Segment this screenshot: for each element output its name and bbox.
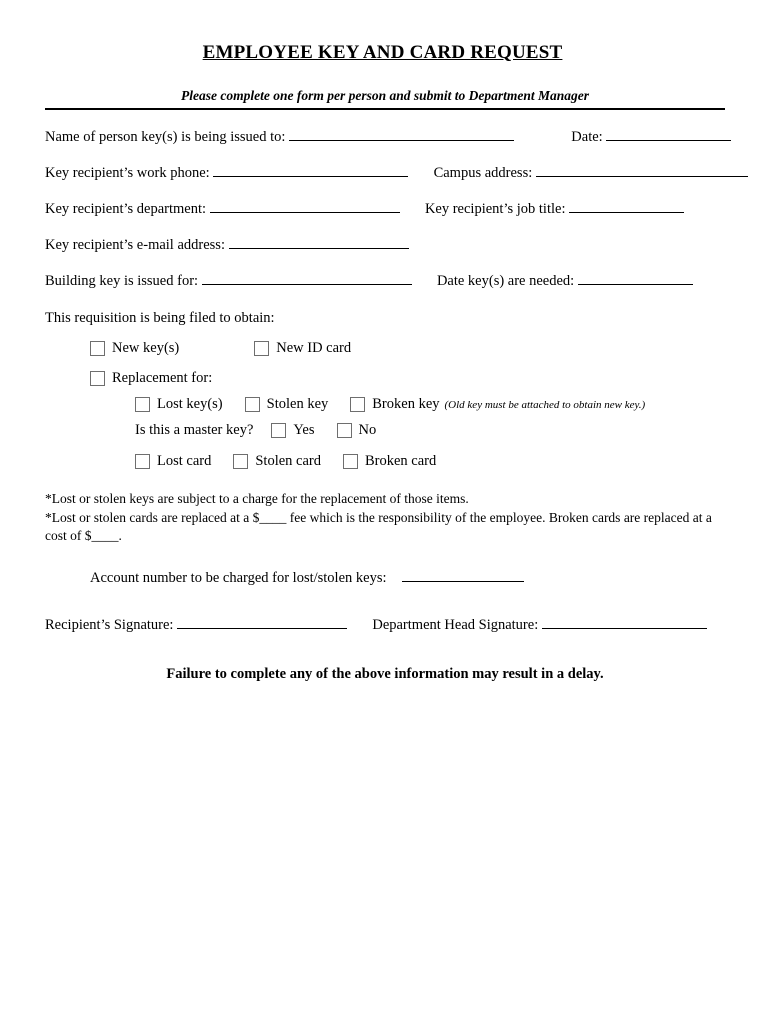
name-input-line[interactable] [289,127,514,141]
footer-warning: Failure to complete any of the above information may result in a delay. [166,665,604,682]
row-key-conditions [45,396,725,413]
checkbox-stolen-key[interactable] [245,397,260,412]
field-row-name-date [45,127,725,146]
signature-row [45,615,725,634]
field-row-department-jobtitle [45,199,725,218]
checkbox-stolen-card[interactable] [233,454,248,469]
date-needed-label: Date key(s) are needed: [436,273,575,289]
note-line-1: *Lost or stolen keys are subject to a charge for the replacement of those items. [45,491,469,506]
checkbox-new-key[interactable] [90,341,105,356]
field-row-phone-campus [45,163,725,182]
label-new-key: New key(s) [112,340,180,356]
field-row-email [45,235,725,254]
department-label: Key recipient’s department: [45,201,207,217]
job-title-label: Key recipient’s job title: [424,201,566,217]
label-broken-key: Broken key [372,396,440,412]
label-master-no: No [358,422,377,438]
department-head-signature-label: Department Head Signature: [372,616,539,633]
email-input-line[interactable] [229,235,409,249]
note-line-2: *Lost or stolen cards are replaced at a $____ fee which is the responsibility of the employee. Broken cards are replaced at a cost of $____. [45,509,712,544]
field-row-building-datneeded [45,271,725,290]
label-lost-card: Lost card [157,453,212,469]
checkbox-new-id-card[interactable] [254,341,269,356]
email-label: Key recipient’s e-mail address: [45,237,225,253]
notes-block [45,490,725,546]
campus-address-label: Campus address: [433,165,533,181]
checkbox-broken-key[interactable] [350,397,365,412]
recipient-signature-line[interactable] [177,615,347,629]
label-master-key-question: Is this a master key? [135,422,254,438]
document-content [45,42,725,683]
name-label: Name of person key(s) is being issued to: [45,129,286,145]
label-replacement: Replacement for: [112,370,213,386]
broken-key-note: (Old key must be attached to obtain new key.) [444,398,646,411]
department-input-line[interactable] [210,199,400,213]
label-lost-keys: Lost key(s) [157,396,223,412]
campus-address-input-line[interactable] [536,163,748,177]
recipient-signature-label: Recipient’s Signature: [45,616,174,633]
row-master-key-question [45,422,725,439]
date-input-line[interactable] [606,127,731,141]
page-subtitle: Please complete one form per person and submit to Department Manager [181,88,589,103]
building-key-label: Building key is issued for: [45,273,199,289]
requisition-intro: This requisition is being filed to obtain: [45,310,275,326]
job-title-input-line[interactable] [569,199,684,213]
account-label: Account number to be charged for lost/stolen keys: [90,569,387,586]
label-master-yes: Yes [293,422,315,438]
checkbox-replacement[interactable] [90,371,105,386]
label-broken-card: Broken card [365,453,437,469]
checkbox-master-yes[interactable] [271,423,286,438]
checkbox-master-no[interactable] [337,423,352,438]
work-phone-label: Key recipient’s work phone: [45,165,210,181]
department-head-signature-line[interactable] [542,615,707,629]
row-card-conditions [45,453,725,470]
account-input-line[interactable] [402,568,524,582]
row-replacement [45,370,725,387]
building-key-input-line[interactable] [202,271,412,285]
checkbox-lost-keys[interactable] [135,397,150,412]
header-divider [45,108,725,110]
row-new-key-new-card [45,340,725,357]
page-title-text: EMPLOYEE KEY AND CARD REQUEST [202,42,563,63]
checkbox-lost-card[interactable] [135,454,150,469]
label-new-id-card: New ID card [276,340,352,356]
page-title [45,42,725,66]
label-stolen-card: Stolen card [255,453,321,469]
checkbox-broken-card[interactable] [343,454,358,469]
work-phone-input-line[interactable] [213,163,408,177]
label-stolen-key: Stolen key [266,396,329,412]
date-needed-input-line[interactable] [578,271,693,285]
date-label: Date: [571,129,603,145]
account-row [45,568,725,587]
